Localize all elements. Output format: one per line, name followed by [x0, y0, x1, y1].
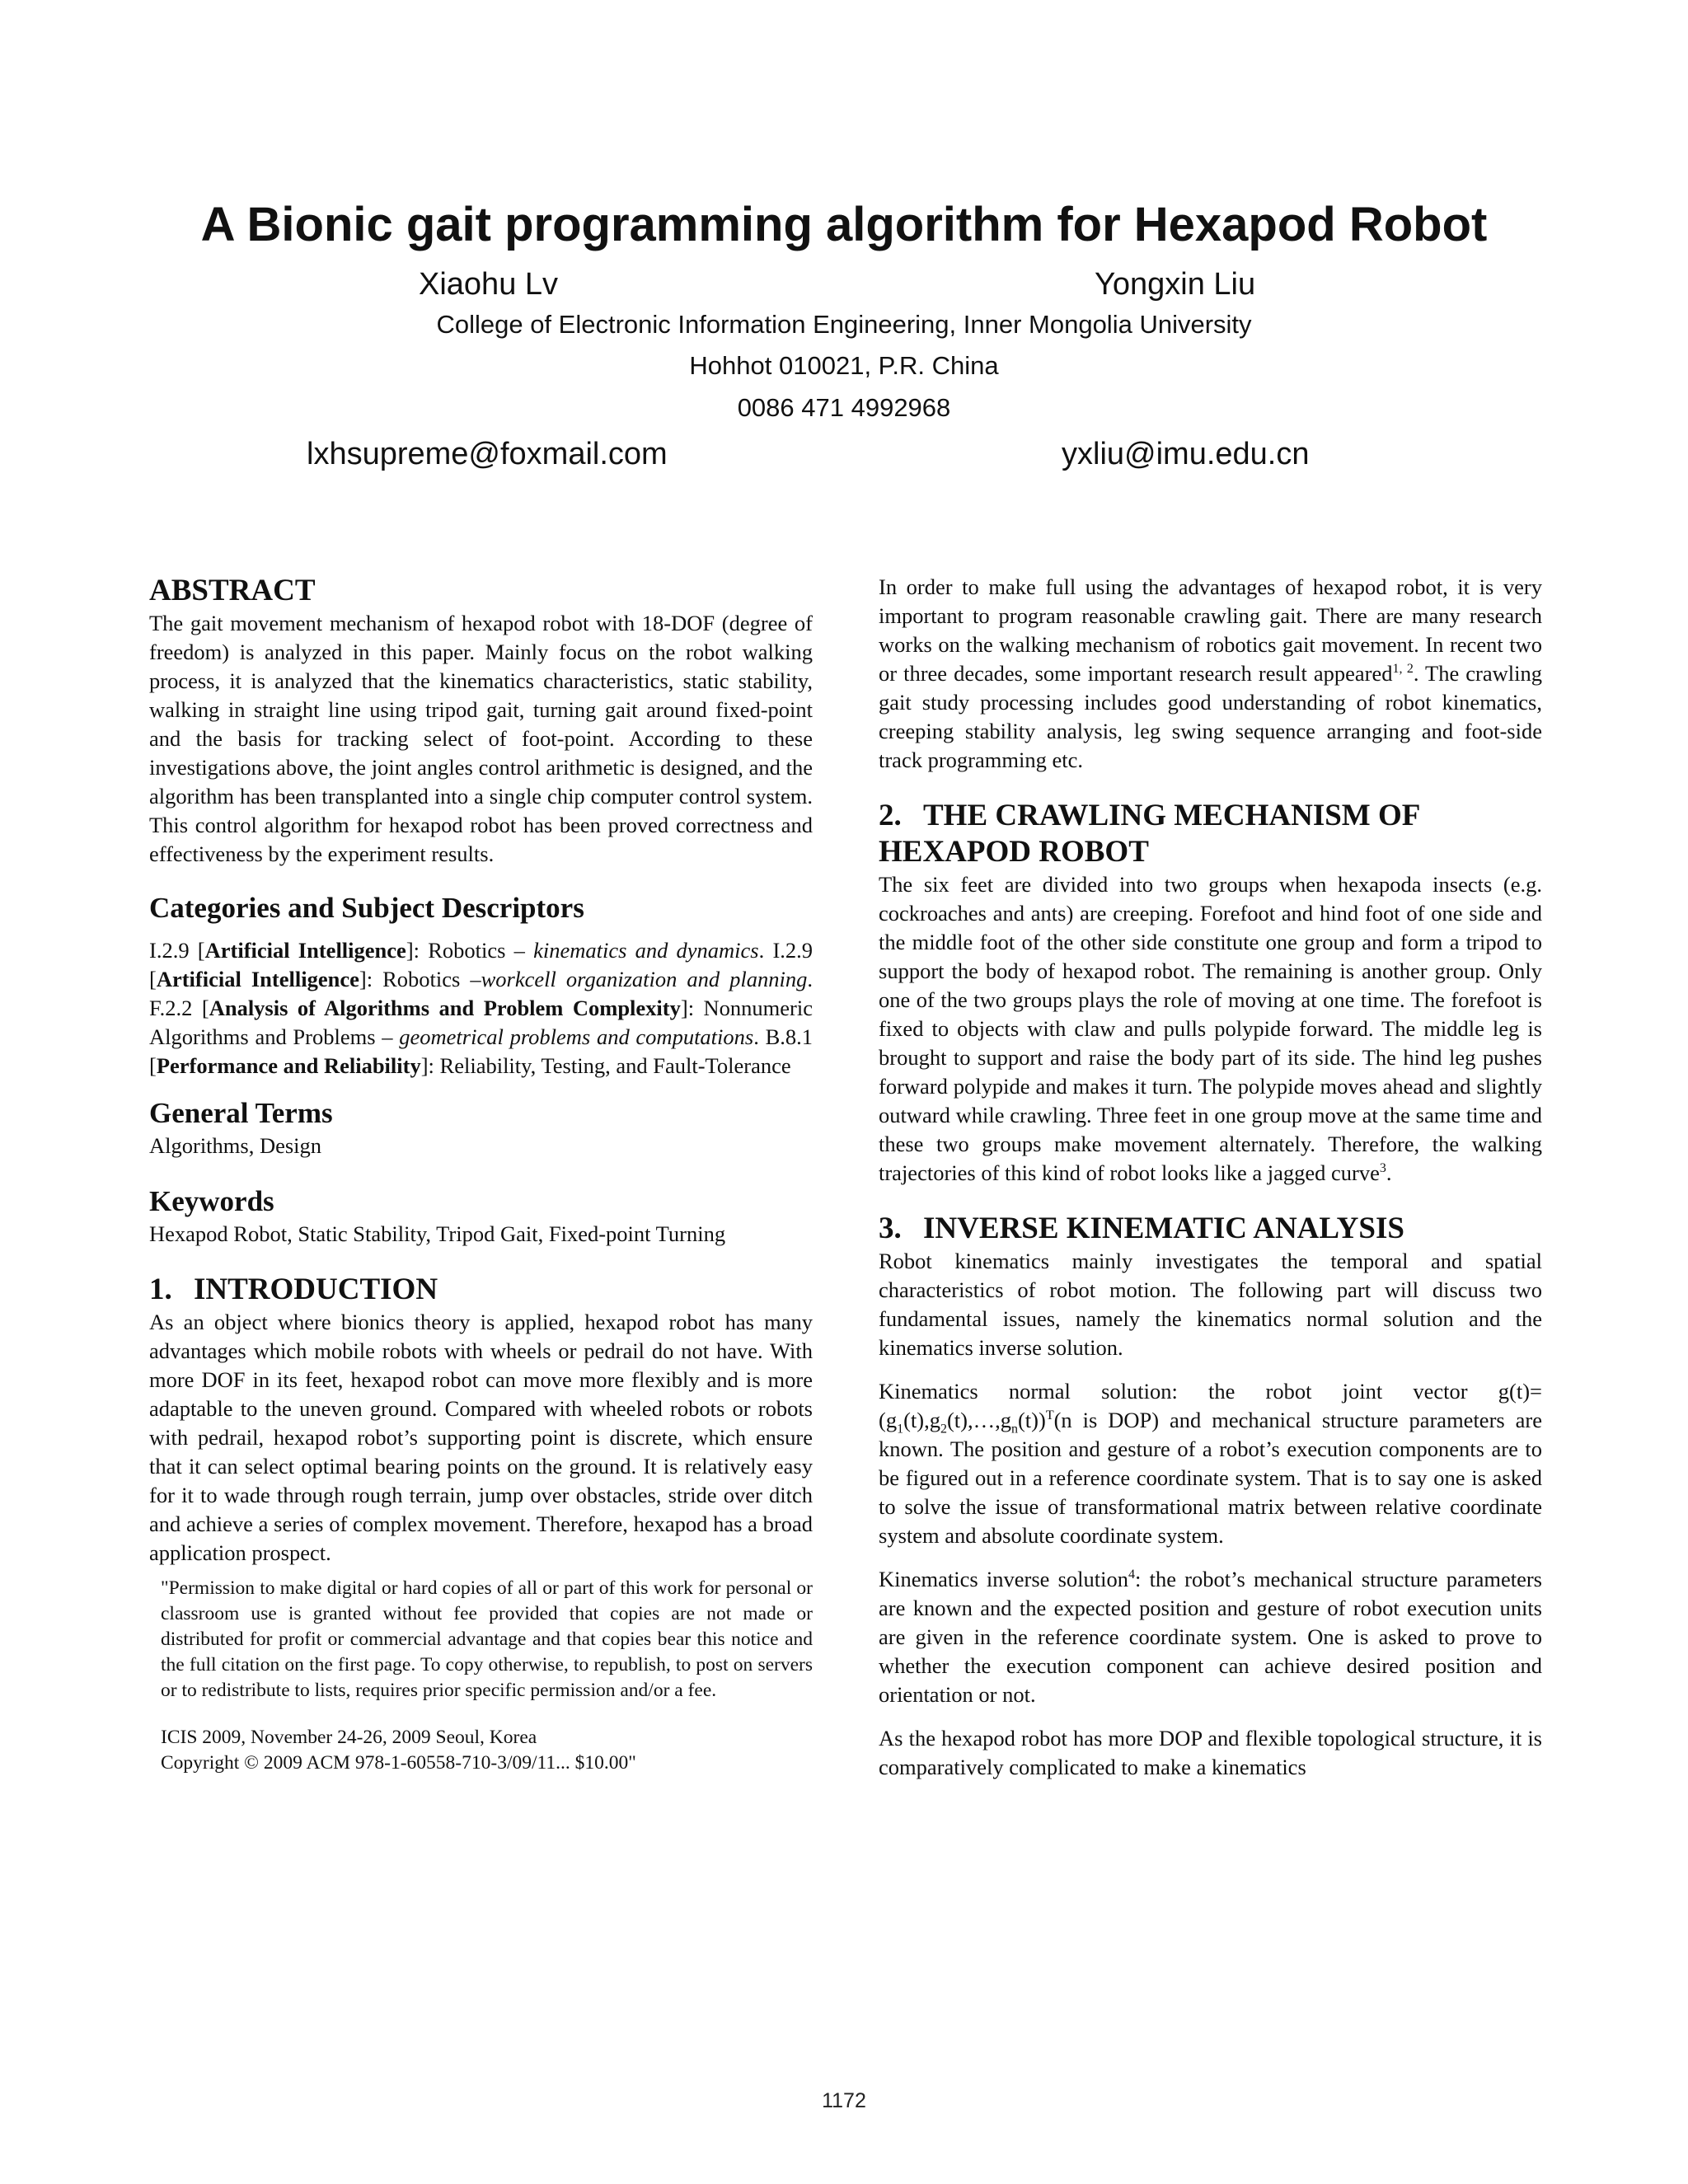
general-terms-heading: General Terms: [149, 1097, 333, 1129]
page-number: 1172: [822, 2089, 866, 2112]
introduction-continuation: In order to make full using the advantages of hexapod robot, it is very important to program reasonable crawling gait. There are many research works on the walking mechanism of robotics gait movement. In recent two or three decades, some important research result appeared$^{1, 2}$. The crawling gait study processing includes good understanding of robot kinematics, creeping stability analysis, leg swing sequence arranging and foot-side track programming etc.: [879, 574, 1542, 772]
citation-ref: 3: [1379, 1161, 1386, 1176]
abstract-heading: ABSTRACT: [149, 574, 316, 607]
paper-title: A Bionic gait programming algorithm for Hexapod Robot: [200, 198, 1488, 251]
section3-paragraph: Kinematics inverse solution$^4$: the robot’s mechanical structure parameters are known and the expected position and gesture of robot execution units are given in the reference coordinate system. One is asked to prove to whether the execution component can achieve desired position and orientation or not.: [879, 1567, 1542, 1707]
categories-text: I.2.9 [Artificial Intelligence]: Robotics – kinematics and dynamics. I.2.9 [Artificial Intelligence]: Robotics –workcell organization and planning. F.2.2 [Analysis of Algorithms and Problem Complexity]: Nonnumeric Algorithms and Problems – geometrical problems and computations. B.8.1 [Performance and Reliability]: Reliability, Testing, and Fault-Tolerance: [149, 938, 814, 1078]
affiliation-address: Hohhot 010021, P.R. China: [689, 351, 999, 380]
section-heading: 2. THE CRAWLING MECHANISM OF HEXAPOD ROBOT: [879, 799, 1421, 869]
author-email[interactable]: yxliu@imu.edu.cn: [1062, 437, 1310, 471]
section3-paragraph: Robot kinematics mainly investigates the temporal and spatial characteristics of robot motion. The following part will discuss two fundamental issues, namely the kinematics normal solution and the kinematics inverse solution.: [879, 1249, 1542, 1360]
section2-text: The six feet are divided into two groups when hexapoda insects (e.g. cockroaches and ants) are creeping. Forefoot and hind foot of one side and the middle foot of the other side constitute one group and form a tripod to support the body of hexapod robot. The remaining is another group. Only one of the two groups plays the role of moving at one time. The forefoot is fixed to objects with claw and pulls polypide forward. The middle leg is brought to support and raise the body part of its side. The hind leg pushes forward polypide and makes it turn. The polypide moves ahead and slightly outward while crawling. Three feet in one group move at the same time and these two groups make movement alternately. Therefore, the walking trajectories of this kind of robot looks like a jagged curve$^3$.: [879, 872, 1542, 1185]
section-heading: 3. INVERSE KINEMATIC ANALYSIS: [879, 1212, 1404, 1245]
categories-heading: Categories and Subject Descriptors: [149, 892, 584, 924]
general-terms-text: Algorithms, Design: [149, 1133, 322, 1158]
abstract-text: The gait movement mechanism of hexapod robot with 18-DOF (degree of freedom) is analyzed in this paper. Mainly focus on the robot walking process, it is analyzed that the kinematics characteristics, static stability, walking in straight line using tripod gait, turning gait around fixed-point and the basis for tracking select of foot-point. According to these investigations above, the joint angles control arithmetic is designed, and the algorithm has been transplanted into a single chip computer control system. This control algorithm for hexapod robot has been proved correctness and effectiveness by the experiment results.: [149, 611, 813, 866]
section3-paragraph: Kinematics normal solution: the robot joint vector $g(t)=(g_1(t),g_2(t),\dots,g_n(t))^T(n$ is DOP) and mechanical structure parameters are known. The position and gesture of a robot’s execution components are to be figured out in a reference coordinate system. That is to say one is asked to solve the issue of transformational matrix between relative coordinate system and absolute coordinate system.: [879, 1379, 1543, 1548]
introduction-text: As an object where bionics theory is applied, hexapod robot has many advantages which mobile robots with wheels or pedrail do not have. With more DOF in its feet, hexapod robot can move more flexibly and is more adaptable to the uneven ground. Compared with wheeled robots or robots with pedrail, hexapod robot’s supporting point is discrete, which ensure that it can select optimal bearing points on the ground. It is relatively easy for it to wade through rough terrain, jump over obstacles, stride over ditch and achieve a series of complex movement. Therefore, hexapod has a broad application prospect.: [149, 1310, 813, 1565]
joint-vector-formula: $g(t)=(g_1(t),g_2(t),\dots,g_n(t))^T$: [879, 1379, 1543, 1436]
citation-ref: 4: [1128, 1568, 1136, 1582]
keywords-heading: Keywords: [149, 1185, 274, 1217]
left-column: [149, 573, 813, 1776]
section3-paragraph: As the hexapod robot has more DOP and flexible topological structure, it is comparatively complicated to make a kinematics: [879, 1726, 1542, 1779]
citation-ref: 1, 2: [1392, 662, 1414, 677]
author-name: Yongxin Liu: [1095, 267, 1256, 302]
affiliation-phone: 0086 471 4992968: [737, 393, 951, 422]
permission-text: "Permission to make digital or hard copies of all or part of this work for personal or classroom use is granted without fee provided that copies are not made or distributed for profit or commercial advantage and that copies bear this notice and the full citation on the first page. To copy otherwise, to republish, to post on servers or to redistribute to lists, requires prior specific permission and/or a fee.: [161, 1577, 813, 1701]
copyright-info: Copyright © 2009 ACM 978-1-60558-710-3/09/11... $10.00": [161, 1752, 636, 1774]
right-column: [879, 573, 1542, 1782]
conference-info: ICIS 2009, November 24-26, 2009 Seoul, Korea: [161, 1727, 537, 1748]
author-name: Xiaohu Lv: [419, 267, 559, 302]
keywords-text: Hexapod Robot, Static Stability, Tripod Gait, Fixed-point Turning: [149, 1221, 726, 1246]
affiliation-institution: College of Electronic Information Engineering, Inner Mongolia University: [436, 310, 1252, 339]
permission-notice: [149, 1576, 813, 1776]
section-heading: 1. INTRODUCTION: [149, 1272, 438, 1306]
author-email[interactable]: lxhsupreme@foxmail.com: [307, 437, 668, 471]
